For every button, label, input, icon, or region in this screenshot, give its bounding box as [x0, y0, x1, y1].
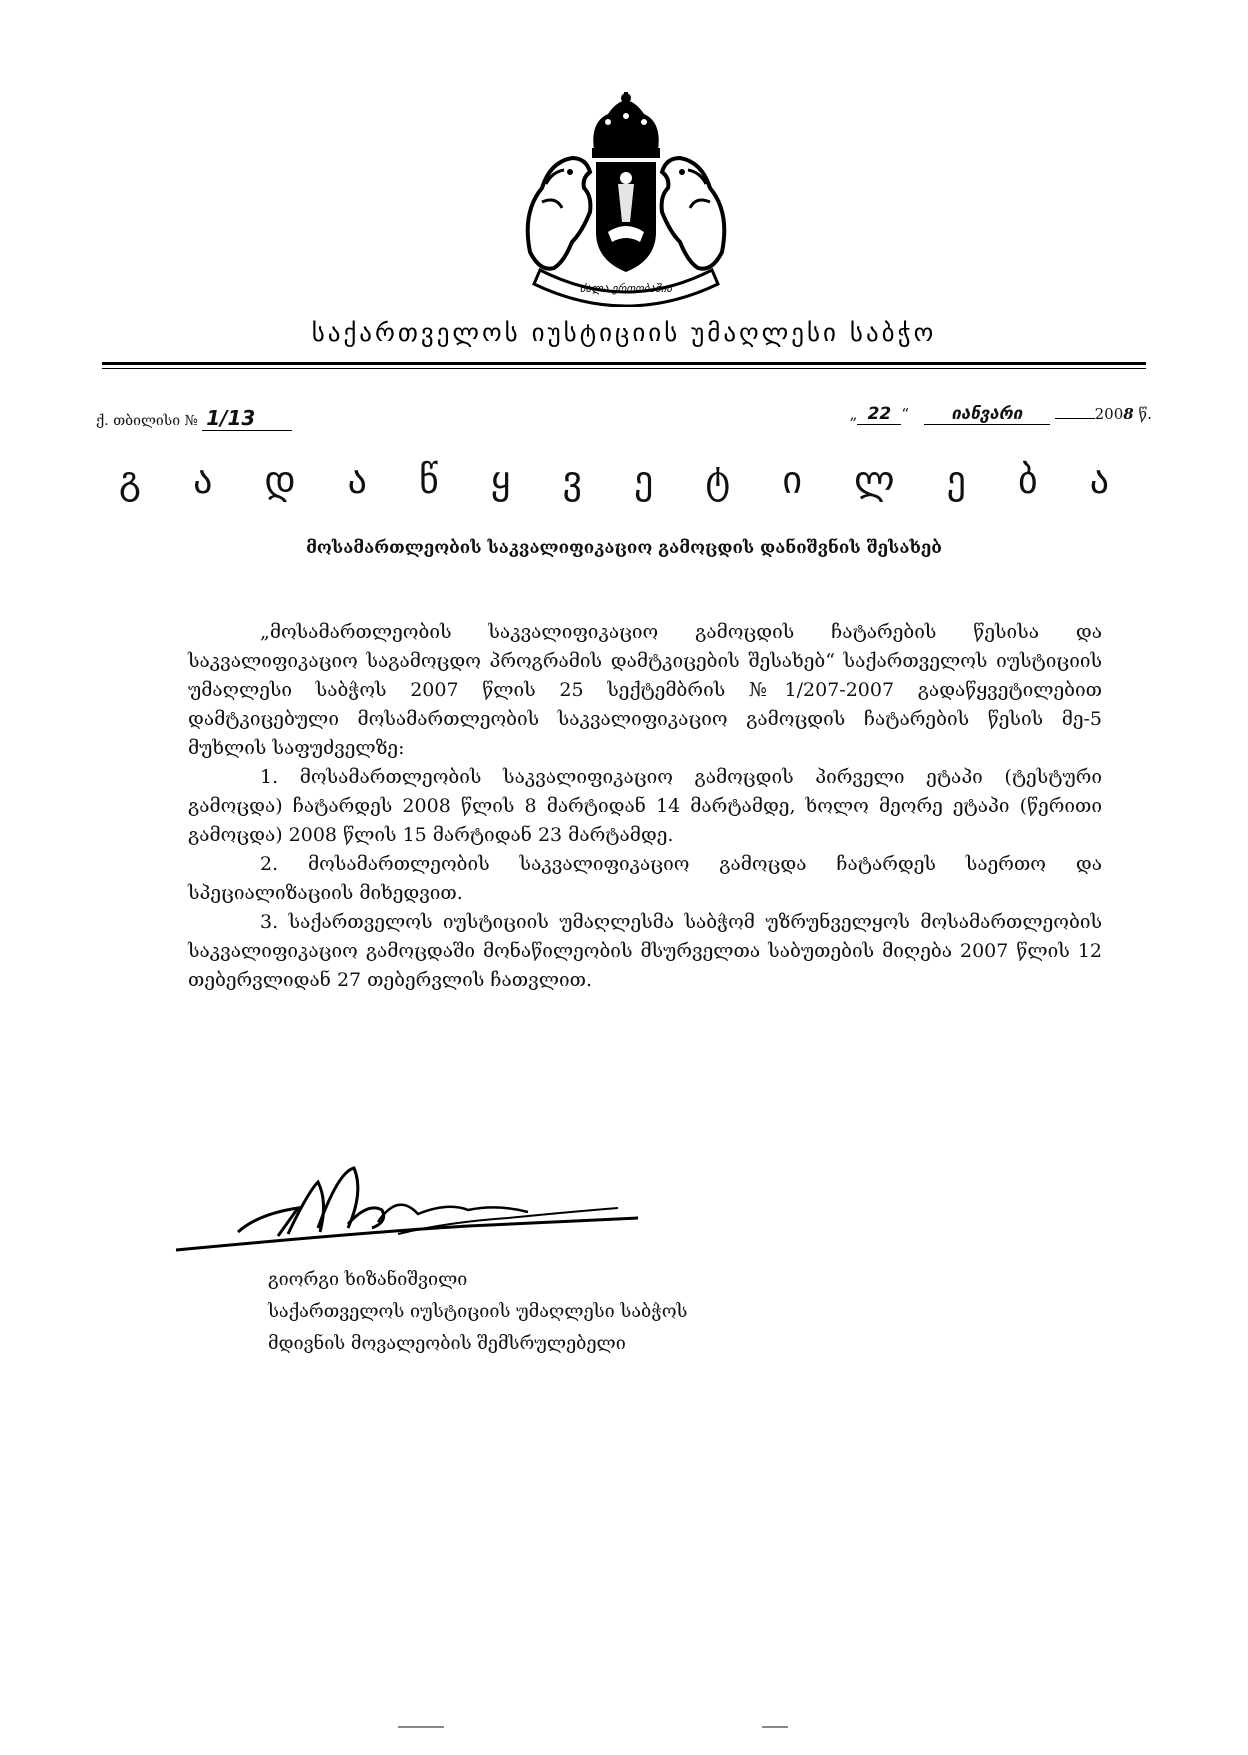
- resolution-item-2: 2. მოსამართლეობის საკვალიფიკაციო გამოცდა ჩატარდეს საერთო და სპეციალიზაციის მიხედვით.: [188, 853, 1102, 904]
- document-number-line: [96, 406, 292, 431]
- signer-block: [268, 1264, 687, 1360]
- document-subject: მოსამართლეობის საკვალიფიკაციო გამოცდის დანიშვნის შესახებ: [306, 538, 942, 558]
- scan-artifact-left: [398, 1726, 444, 1728]
- document-type-heading: გ ა დ ა წ ყ ვ ე ტ ი ლ ე ბ ა: [118, 458, 1130, 502]
- handwritten-signature: [168, 1162, 728, 1262]
- organization-title: საქართველოს იუსტიციის უმაღლესი საბჭო: [311, 318, 937, 347]
- date-year-unit: წ.: [1138, 405, 1152, 423]
- date-day: 22: [857, 404, 901, 425]
- date-year-prefix: 200: [1094, 405, 1124, 423]
- resolution-item-3: 3. საქართველოს იუსტიციის უმაღლესმა საბჭომ უზრუნველყოს მოსამართლეობის საკვალიფიკაციო გამოცდაში მონაწილეობის მსურველთა საბუთების მიღება 2007 წლის 12 თებერვლიდან 27 თებერვლის ჩათვლით.: [188, 911, 1102, 991]
- resolution-item-1: 1. მოსამართლეობის საკვალიფიკაციო გამოცდის პირველი ეტაპი (ტესტური გამოცდა) ჩატარდეს 2008 წლის 8 მარტიდან 14 მარტამდე, ხოლო მეორე ეტაპი (წერითი გამოცდა) 2008 წლის 15 მარტიდან 23 მარტამდე.: [188, 766, 1102, 846]
- signer-position-line-1: საქართველოს იუსტიციის უმაღლესი საბჭოს: [268, 1301, 688, 1322]
- document-body: [188, 618, 1102, 995]
- document-date-line: „ 22 “ იანვარი 2008 წ.: [849, 404, 1152, 424]
- header-rule-thin: [102, 368, 1146, 369]
- emblem-motto: ძალა ერთობაშია: [579, 282, 673, 295]
- georgia-coat-of-arms-icon: [512, 92, 740, 307]
- header-rule-thick: [102, 362, 1146, 365]
- date-year-suffix: 8: [1123, 405, 1134, 423]
- signer-name: გიორგი ხიზანიშვილი: [268, 1269, 468, 1290]
- signer-position-line-2: მდივნის მოვალეობის შემსრულებელი: [268, 1333, 626, 1354]
- preamble-paragraph: „მოსამართლეობის საკვალიფიკაციო გამოცდის ჩატარების წესისა და საკვალიფიკაციო საგამოცდო პროგრამის დამტკიცების შესახებ“ საქართველოს იუსტიციის უმაღლესი საბჭოს 2007 წლის 25 სექტემბრის №1/207-2007 გადაწყვეტილებით დამტკიცებული მოსამართლეობის საკვალიფიკაციო გამოცდის ჩატარების წესის მე-5 მუხლის საფუძველზე:: [188, 621, 1102, 759]
- document-number: 1/13: [202, 406, 292, 431]
- city-label: ქ. თბილისი №: [96, 413, 198, 429]
- date-month: იანვარი: [924, 404, 1050, 425]
- scan-artifact-right: [762, 1726, 788, 1728]
